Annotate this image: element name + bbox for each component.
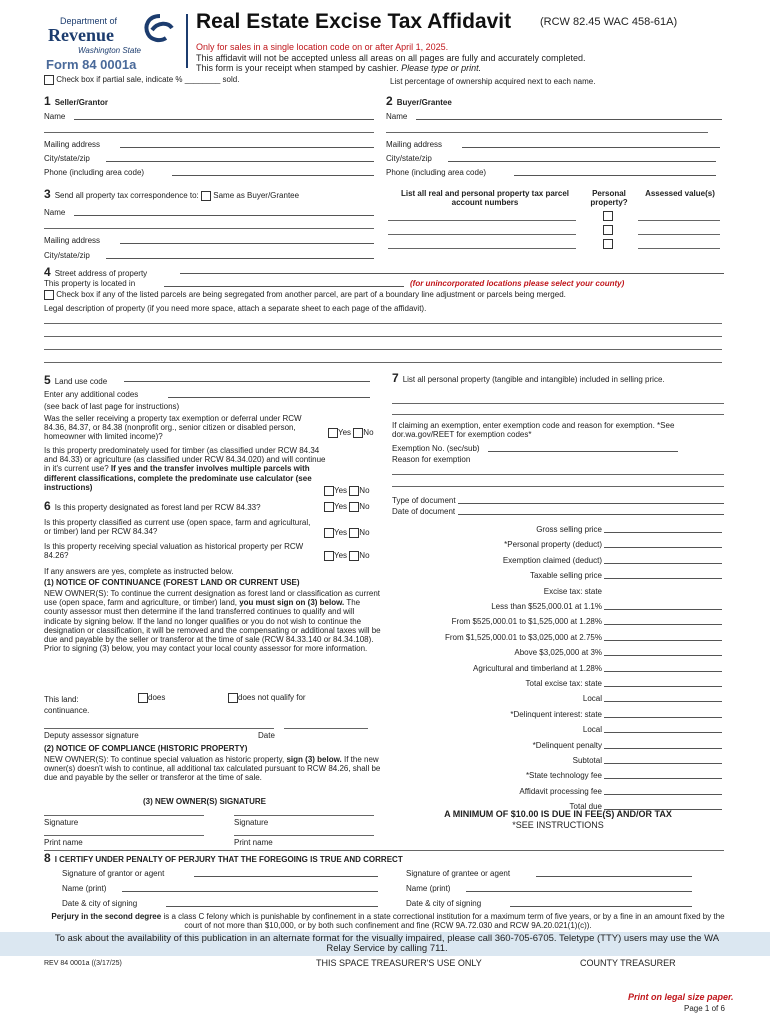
s1-city-row — [44, 154, 374, 164]
s2-phone-field[interactable] — [514, 168, 716, 176]
s7-type-label: Type of document — [392, 496, 456, 505]
calc-row-field[interactable] — [604, 617, 722, 625]
s8-grantor-name-label: Name (print) — [62, 884, 107, 893]
s8-grantee-date-row — [406, 899, 724, 909]
s7-number: 7 — [392, 371, 399, 385]
s1-phone-row — [44, 168, 374, 178]
calc-row-field[interactable] — [604, 571, 722, 579]
calc-row-field[interactable] — [604, 556, 722, 564]
calc-row — [392, 525, 724, 535]
s7-title: List all personal property (tangible and intangible) included in selling price. — [402, 375, 665, 384]
calc-row — [392, 587, 724, 597]
s2-city-field[interactable] — [448, 154, 716, 162]
calc-row-field[interactable] — [604, 756, 722, 764]
s1-mailing-row — [44, 140, 374, 150]
s6-n3-title: (3) NEW OWNER(S) SIGNATURE — [143, 797, 266, 806]
s5-q1-yes-label: Yes — [338, 428, 352, 438]
s6-print1-line[interactable] — [44, 835, 204, 836]
s7-type-row — [392, 496, 724, 506]
s7-heading — [392, 372, 724, 386]
s4-legal-line-2[interactable] — [44, 336, 722, 337]
s8-number: 8 — [44, 851, 51, 865]
s3-title: Send all property tax correspondence to: — [54, 191, 199, 200]
ownership-note: List percentage of ownership acquired next to each name. — [390, 77, 596, 86]
calc-row — [392, 710, 724, 720]
calc-row-field[interactable] — [604, 787, 722, 795]
s6-q1-no-label: No — [359, 502, 370, 512]
parcel-row-1-value[interactable] — [638, 220, 720, 221]
s4-unincorp-note: (for unincorporated locations please select your county) — [410, 279, 625, 288]
s2-name-field[interactable] — [416, 112, 722, 120]
dor-logo — [44, 14, 184, 58]
s5-q2-bold: If yes and the transfer involves multiple parcels with different classifications, complete the predominate use calculator (see instructions) — [44, 464, 312, 492]
s4-located-row — [44, 279, 724, 289]
s2-mailing-field[interactable] — [462, 140, 720, 148]
s1-name-label: Name — [44, 112, 66, 121]
s6-q2-yes-checkbox[interactable] — [324, 528, 334, 538]
s5-q1: Was the seller receiving a property tax exemption or deferral under RCW 84.36, 84.37, or 84.38 (nonprofit org., senior citizen or disabled person, homeowner with limited income)? — [44, 414, 302, 442]
perjury-text: is a class C felony which is punishable by confinement in a state correctional institution for a maximum term of five years, or by a fine in an amount fixed by the court of not more than $10,000, or by both such confinement and fine (RCW 9A.72.030 and RCW 9A.20.021(1)(c)). — [163, 912, 725, 931]
parcel-row-3-account[interactable] — [388, 248, 576, 249]
s6-q2-no-label: No — [359, 528, 370, 538]
s6-sig2-label: Signature — [234, 818, 269, 827]
s3-name-label: Name — [44, 208, 66, 217]
s7-reason-line-2[interactable] — [392, 486, 724, 487]
s4-number: 4 — [44, 265, 51, 279]
calc-row-field[interactable] — [604, 540, 722, 548]
s2-phone-label: Phone (including area code) — [386, 168, 487, 177]
s8-grantee-date-label: Date & city of signing — [406, 899, 482, 908]
s6-n2-title: (2) NOTICE OF COMPLIANCE (HISTORIC PROPERTY) — [44, 744, 248, 753]
s3-name-line2[interactable] — [44, 228, 374, 229]
calc-minimum: A MINIMUM OF $10.00 IS DUE IN FEE(S) AND/OR TAX — [444, 809, 672, 819]
s6-n2-body — [44, 755, 384, 783]
s5-q2-yes-checkbox[interactable] — [324, 486, 334, 496]
s6-does-label: does — [148, 693, 166, 703]
parcel-row-2-account[interactable] — [388, 234, 576, 235]
s1-mailing-field[interactable] — [120, 140, 374, 148]
calc-row — [392, 741, 724, 751]
notice-completeness: This affidavit will not be accepted unless all areas on all pages are fully and accurately completed. — [196, 53, 586, 63]
s8-grantor-sig-label: Signature of grantor or agent — [62, 869, 165, 878]
calc-row-field[interactable] — [604, 664, 722, 672]
partial-sale — [44, 75, 239, 85]
s8-grantor-date-row — [62, 899, 382, 909]
s6-q2: Is this property classified as current use (open space, farm and agricultural, or timber) land per RCW 84.34? — [44, 518, 311, 537]
s2-mailing-row — [386, 140, 722, 150]
s6-q1-no-checkbox[interactable] — [349, 502, 359, 512]
calc-row-label: *Personal property (deduct) — [504, 540, 602, 549]
calc-row-label: Affidavit processing fee — [519, 787, 602, 796]
s6-q2-yes-label: Yes — [334, 528, 348, 538]
s6-continuance: continuance. — [44, 706, 90, 715]
parcel-col-assessed: Assessed value(s) — [645, 189, 715, 198]
dor-swirl-icon — [142, 14, 178, 44]
s5-number: 5 — [44, 373, 51, 387]
s6-deputy-date-label: Date — [258, 731, 275, 740]
notice-single-location: Only for sales in a single location code on or after April 1, 2025. — [196, 42, 449, 52]
s1-title: Seller/Grantor — [54, 98, 109, 107]
s1-phone-label: Phone (including area code) — [44, 168, 145, 177]
s6-print2-line[interactable] — [234, 835, 374, 836]
s8-grantee-name-label: Name (print) — [406, 884, 451, 893]
calc-row — [392, 756, 724, 766]
s6-does-not — [228, 693, 306, 703]
alt-format-band — [0, 932, 770, 956]
s2-name-label: Name — [386, 112, 408, 121]
s6-q1-yes-label: Yes — [334, 502, 348, 512]
s2-city-row — [386, 154, 722, 164]
calc-row — [392, 602, 724, 612]
calc-row-field[interactable] — [604, 771, 722, 779]
s7-line-2[interactable] — [392, 414, 724, 415]
s6-q1-yes-checkbox[interactable] — [324, 502, 334, 512]
s4-segregated-checkbox[interactable] — [44, 290, 54, 300]
s5-additional-label: Enter any additional codes — [44, 390, 139, 399]
s4-legal-line-3[interactable] — [44, 349, 722, 350]
s5-q1-answers — [328, 428, 374, 438]
s2-phone-row — [386, 168, 722, 178]
s4-street-field[interactable] — [180, 266, 724, 274]
s6-q3-no-label: No — [359, 551, 370, 561]
s6-n2-body-b: sign (3) below. — [286, 755, 342, 764]
parcel-col-personal: Personal property? — [590, 189, 628, 208]
s8-grantor-sig-row — [62, 869, 382, 879]
s6-sig1-line[interactable] — [44, 815, 204, 816]
header-divider — [186, 14, 188, 68]
s3-number: 3 — [44, 187, 51, 201]
s5-q2-answers — [324, 486, 370, 496]
notice-receipt-text: This form is your receipt when stamped by cashier. — [196, 63, 399, 73]
s6-n1-body-b: you must sign on (3) below. — [239, 598, 345, 608]
calc-row — [392, 571, 724, 581]
s5-q2-text: Is this property predominately used for timber (as classified under RCW 84.34 and 84.33) or agriculture (as classified under RCW 84.34.020) and will continue in it's current use? — [44, 446, 326, 474]
perjury-notice — [48, 912, 728, 930]
calc-row-field[interactable] — [604, 602, 722, 610]
s5-q1-yes-checkbox[interactable] — [328, 428, 338, 438]
s6-n1-title: (1) NOTICE OF CONTINUANCE (FOREST LAND OR CURRENT USE) — [44, 578, 300, 587]
s4-street-label: Street address of property — [54, 269, 148, 278]
page-number: Page 1 of 6 — [684, 1004, 725, 1013]
s4-segregated-label: Check box if any of the listed parcels are being segregated from another parcel, are part of a boundary line adjustment or parcels being merged. — [56, 290, 566, 300]
s5-landuse-row — [44, 373, 384, 387]
calc-see-instructions: *SEE INSTRUCTIONS — [512, 820, 604, 830]
perjury-bold: Perjury in the second degree — [51, 912, 162, 921]
s7-date-row — [392, 507, 724, 517]
calc-row-label: Agricultural and timberland at 1.28% — [473, 664, 602, 673]
calc-row — [392, 664, 724, 674]
calc-row — [392, 540, 724, 550]
s3-city-label: City/state/zip — [44, 251, 90, 260]
parcel-row-1-checkbox[interactable] — [603, 211, 613, 221]
s8-grantor-name-row — [62, 884, 382, 894]
calc-row — [392, 725, 724, 735]
calc-row-label: Subtotal — [572, 756, 602, 765]
s1-city-field[interactable] — [106, 154, 374, 162]
s6-sig1-label: Signature — [44, 818, 79, 827]
s7-reason-line-1[interactable] — [392, 474, 724, 475]
s6-number: 6 — [44, 499, 51, 513]
s3-name-field[interactable] — [74, 208, 374, 216]
calc-row-label: Exemption claimed (deduct) — [502, 556, 602, 565]
s7-reason-label: Reason for exemption — [392, 455, 471, 464]
s6-n2-body-c: If the new owner(s) doesn't wish to continue, all additional tax calculated pursuant to RCW 84.26, shall be due and payable by the seller or transferor at the time of sale. — [44, 755, 381, 783]
s8-grantee-name-row — [406, 884, 724, 894]
s8-grantor-date-field[interactable] — [166, 899, 378, 907]
s4-segregated-row — [44, 290, 566, 300]
legal-size-note: Print on legal size paper. — [628, 992, 734, 1002]
s4-legal-line-4[interactable] — [44, 362, 722, 363]
s6-n1-body — [44, 589, 382, 653]
s8-grantor-name-field[interactable] — [122, 884, 378, 892]
s6-does — [138, 693, 165, 703]
s2-city-label: City/state/zip — [386, 154, 432, 163]
s2-name-row — [386, 112, 722, 122]
s2-number: 2 — [386, 94, 393, 108]
s6-q1-row — [44, 500, 261, 514]
s6-n1-body-c: The county assessor must then determine if the land transferred continues to qualify and will indicate by signing below. If the land no longer qualifies or you do not wish to continue the designation or classification, it will be removed and the compensating or additional taxes will be due and payable by the seller or transferor at the time of sale (RCW 84.33.140 or 84.34.108). Prior to signing (3) below, you may contact your local county assessor for more information. — [44, 598, 381, 654]
s7-date-field[interactable] — [458, 507, 724, 515]
calc-row-label: Above $3,025,000 at 3% — [514, 648, 602, 657]
s6-q1-answers — [324, 502, 370, 512]
calc-row — [392, 633, 724, 643]
calc-row — [392, 771, 724, 781]
s8-grantee-sig-row — [406, 869, 724, 879]
calc-row — [392, 617, 724, 627]
notice-receipt — [196, 63, 481, 73]
calc-row-label: Less than $525,000.01 at 1.1% — [491, 602, 602, 611]
calc-row-field[interactable] — [604, 725, 722, 733]
s4-legal-line-1[interactable] — [44, 323, 722, 324]
s8-heading — [44, 852, 403, 866]
parcel-row-3-value[interactable] — [638, 248, 720, 249]
s5-additional-row — [44, 390, 384, 400]
s7-line-1[interactable] — [392, 403, 724, 404]
dept-line3: Washington State — [78, 46, 142, 55]
s4-located-field[interactable] — [164, 279, 404, 287]
partial-sale-checkbox[interactable] — [44, 75, 54, 85]
county-treasurer: COUNTY TREASURER — [580, 958, 676, 968]
s5-q2-no-checkbox[interactable] — [349, 486, 359, 496]
form-title: Real Estate Excise Tax Affidavit — [196, 10, 512, 33]
notice-type-print: Please type or print. — [401, 63, 482, 73]
s1-name-row — [44, 112, 374, 122]
s3-city-field[interactable] — [106, 251, 374, 259]
s7-date-label: Date of document — [392, 507, 456, 516]
calc-row-label: From $525,000.01 to $1,525,000 at 1.28% — [451, 617, 602, 626]
parcel-row-2-value[interactable] — [638, 234, 720, 235]
parcel-row-2-checkbox[interactable] — [603, 225, 613, 235]
s5-q2 — [44, 446, 326, 492]
calc-row-field[interactable] — [604, 710, 722, 718]
s6-q1: Is this property designated as forest land per RCW 84.33? — [54, 503, 261, 512]
s6-this-land: This land: — [44, 695, 79, 704]
s8-top-rule — [44, 850, 724, 851]
s6-n1-body-a: NEW OWNER(S): To continue the current designation as forest land or classification as current use (open space, farm and agriculture, or timber) land, — [44, 589, 380, 608]
s2-mailing-label: Mailing address — [386, 140, 443, 149]
s6-q2-no-checkbox[interactable] — [349, 528, 359, 538]
s7-exempt-text: If claiming an exemption, enter exemption code and reason for exemption. *See dor.wa.gov/REET for exemption codes* — [392, 421, 675, 440]
calc-row — [392, 679, 724, 689]
s6-q3-answers — [324, 551, 370, 561]
s5-additional-field[interactable] — [168, 390, 370, 398]
s7-exempt-no-label: Exemption No. (sec/sub) — [392, 444, 480, 453]
calc-row — [392, 556, 724, 566]
s6-print2-label: Print name — [234, 838, 273, 847]
s8-title: I CERTIFY UNDER PENALTY OF PERJURY THAT THE FOREGOING IS TRUE AND CORRECT — [54, 855, 403, 864]
s3-same-label: Same as Buyer/Grantee — [213, 191, 300, 200]
s1-name-line2[interactable] — [44, 132, 374, 133]
calc-row-field[interactable] — [604, 679, 722, 687]
calc-row-field[interactable] — [604, 525, 722, 533]
s6-deputy-date-line[interactable] — [284, 728, 368, 729]
s1-heading — [44, 95, 108, 109]
s6-q3: Is this property receiving special valuation as historical property per RCW 84.26? — [44, 542, 304, 561]
s2-heading — [386, 95, 452, 109]
s3-heading — [44, 188, 299, 202]
s7-exempt-no-field[interactable] — [488, 444, 678, 452]
dept-line2: Revenue — [48, 25, 114, 45]
s5-q2-no-label: No — [359, 486, 370, 496]
s8-grantee-sig-field[interactable] — [536, 869, 692, 877]
calc-row-label: Local — [582, 725, 602, 734]
partial-sale-label: Check box if partial sale, indicate % ________ sold. — [56, 75, 240, 85]
parcel-col-accounts: List all real and personal property tax parcel account numbers — [400, 189, 570, 208]
calc-row-label: Taxable selling price — [529, 571, 602, 580]
s6-n2-body-a: NEW OWNER(S): To continue special valuation as historic property, — [44, 755, 285, 764]
s5-q1-no-label: No — [363, 428, 374, 438]
calc-row — [392, 648, 724, 658]
calc-row-label: Gross selling price — [536, 525, 602, 534]
parcel-row-3-checkbox[interactable] — [603, 239, 613, 249]
calc-row-label: Excise tax: state — [543, 587, 602, 596]
form-rcw: (RCW 82.45 WAC 458-61A) — [540, 16, 678, 28]
s6-q2-answers — [324, 528, 370, 538]
s1-number: 1 — [44, 94, 51, 108]
s5-landuse-label: Land use code — [54, 377, 108, 386]
calc-row-label: Local — [582, 694, 602, 703]
parcel-row-1-account[interactable] — [388, 220, 576, 221]
s6-deputy-label: Deputy assessor signature — [44, 731, 139, 740]
dept-line1: Department of — [60, 16, 118, 26]
calc-row-label: Total due — [569, 802, 602, 811]
calc-row-label: *State technology fee — [525, 771, 602, 780]
s7-type-field[interactable] — [458, 496, 724, 504]
s5-q2-yes-label: Yes — [334, 486, 348, 496]
s2-title: Buyer/Grantee — [396, 98, 452, 107]
s3-mailing-row — [44, 236, 374, 246]
s8-grantor-date-label: Date & city of signing — [62, 899, 138, 908]
calc-row-label: *Delinquent penalty — [532, 741, 602, 750]
treasurer-use: THIS SPACE TREASURER'S USE ONLY — [316, 958, 482, 968]
s5-q1-no-checkbox[interactable] — [353, 428, 363, 438]
calc-row-field[interactable] — [604, 633, 722, 641]
s6-q3-no-checkbox[interactable] — [349, 551, 359, 561]
s4-legal-label: Legal description of property (if you need more space, attach a separate sheet to each page of the affidavit). — [44, 304, 427, 313]
calc-row-label: From $1,525,000.01 to $3,025,000 at 2.75% — [444, 633, 602, 642]
s3-name-row — [44, 208, 374, 218]
rev-number: REV 84 0001a ((3/17/25) — [44, 960, 122, 967]
s1-name-field[interactable] — [74, 112, 374, 120]
s5-see-back: (see back of last page for instructions) — [44, 402, 180, 411]
s1-mailing-label: Mailing address — [44, 140, 101, 149]
s8-grantee-date-field[interactable] — [510, 899, 692, 907]
calc-row — [392, 787, 724, 797]
s6-print1-label: Print name — [44, 838, 83, 847]
s6-any-yes: If any answers are yes, complete as instructed below. — [44, 567, 234, 576]
s5-landuse-field[interactable] — [124, 374, 370, 382]
s1-city-label: City/state/zip — [44, 154, 90, 163]
calc-row-field[interactable] — [604, 694, 722, 702]
s8-grantor-sig-field[interactable] — [194, 869, 378, 877]
s6-q3-yes-checkbox[interactable] — [324, 551, 334, 561]
s3-mailing-label: Mailing address — [44, 236, 101, 245]
calc-row-label: Total excise tax: state — [525, 679, 602, 688]
s6-does-not-label: does not qualify for — [238, 693, 306, 703]
s6-does-not-checkbox[interactable] — [228, 693, 238, 703]
calc-row-label: *Delinquent interest: state — [510, 710, 602, 719]
alt-format-text: To ask about the availability of this publication in an alternate format for the visually impaired, please call 360-705-6705. Teletype (TTY) users may use the WA Relay Service by calling 711. — [54, 933, 720, 954]
s6-sig2-line[interactable] — [234, 815, 374, 816]
calc-row-field[interactable] — [604, 741, 722, 749]
form-number: Form 84 0001a — [46, 57, 137, 72]
s4-located-label: This property is located in — [44, 279, 136, 288]
s2-name-line2[interactable] — [386, 132, 708, 133]
s3-same-checkbox[interactable] — [201, 191, 211, 201]
calc-row-field[interactable] — [604, 648, 722, 656]
s8-grantee-name-field[interactable] — [466, 884, 692, 892]
s3-mailing-field[interactable] — [120, 236, 374, 244]
s4-street-row — [44, 265, 724, 279]
s7-exempt-no-row — [392, 444, 724, 454]
s8-grantee-sig-label: Signature of grantee or agent — [406, 869, 511, 878]
s6-q3-yes-label: Yes — [334, 551, 348, 561]
s3-city-row — [44, 251, 374, 261]
calc-row — [392, 694, 724, 704]
s6-deputy-sig-line[interactable] — [44, 728, 274, 729]
s1-phone-field[interactable] — [172, 168, 374, 176]
s6-does-checkbox[interactable] — [138, 693, 148, 703]
